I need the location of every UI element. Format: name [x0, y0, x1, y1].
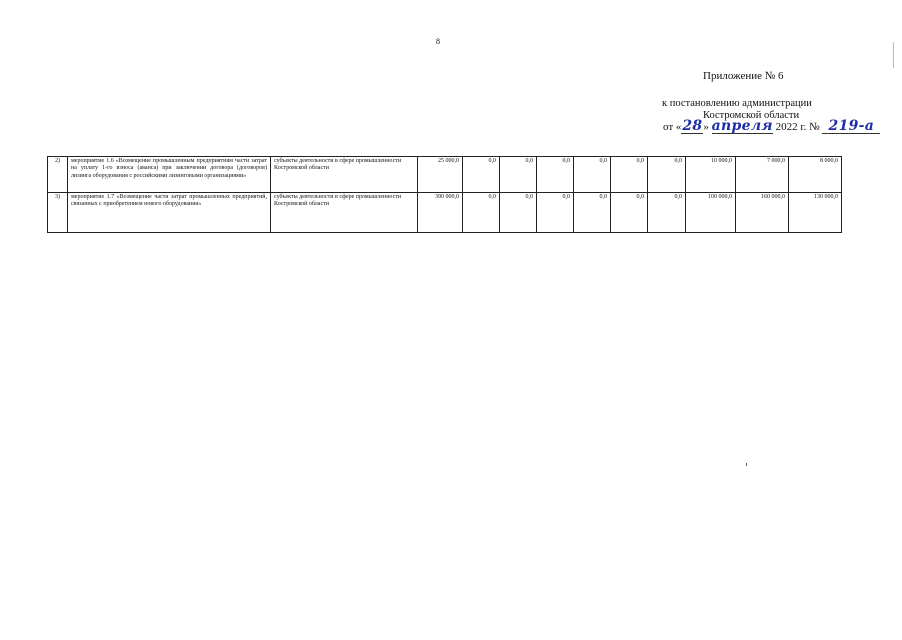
handwritten-day: 28	[682, 118, 703, 134]
year-value: 7 000,0	[736, 157, 789, 193]
year-value: 0,0	[463, 193, 500, 233]
recipient: субъекты деятельности в сфере промышленности Костромской области	[271, 157, 418, 193]
total-value: 390 000,0	[418, 193, 463, 233]
table-row	[48, 193, 842, 233]
year-value: 0,0	[648, 157, 686, 193]
year-value: 0,0	[500, 157, 537, 193]
date-quote-close: »	[703, 121, 709, 133]
year-value: 8 000,0	[789, 157, 842, 193]
measure-name: мероприятие 1.6 «Возмещение промышленным предприятиям части затрат на уплату 1-го взноса (аванса) при заключении договора (договоров) лизинга оборудования с российскими лизинговыми организациями»	[68, 157, 271, 193]
date-month-blank	[712, 120, 773, 134]
year-value: 0,0	[611, 157, 648, 193]
table-row	[48, 157, 842, 193]
recipient: субъекты деятельности в сфере промышленности Костромской области	[271, 193, 418, 233]
year-value: 0,0	[611, 193, 648, 233]
year-value: 0,0	[500, 193, 537, 233]
year-value: 0,0	[574, 193, 611, 233]
handwritten-month: апреля	[711, 118, 773, 134]
year-value: 0,0	[574, 157, 611, 193]
year-value: 0,0	[648, 193, 686, 233]
year-value: 0,0	[537, 157, 574, 193]
resolution-line-2: Костромской области	[703, 110, 800, 121]
resolution-line-1: к постановлению администрации	[662, 98, 812, 109]
measures-table	[47, 156, 842, 233]
handwritten-number: 219-а	[828, 118, 875, 134]
year-value: 10 000,0	[686, 157, 736, 193]
resolution-date-line	[663, 120, 880, 134]
year-value: 160 000,0	[736, 193, 789, 233]
year-value: 100 000,0	[686, 193, 736, 233]
document-number-blank	[822, 120, 880, 134]
row-index: 3)	[48, 193, 68, 233]
row-index: 2)	[48, 157, 68, 193]
scan-speck	[746, 463, 747, 466]
appendix-title: Приложение № 6	[703, 70, 784, 82]
year-value: 0,0	[537, 193, 574, 233]
page-number: 8	[436, 37, 440, 46]
year-value: 0,0	[463, 157, 500, 193]
year-value: 130 000,0	[789, 193, 842, 233]
date-prefix: от «	[663, 121, 682, 133]
total-value: 25 000,0	[418, 157, 463, 193]
scan-edge-mark	[893, 42, 894, 68]
measure-name: мероприятие 1.7 «Возмещение части затрат промышленных предприятий, связанных с приобретением нового оборудования»	[68, 193, 271, 233]
date-day-blank	[681, 120, 703, 134]
date-year-text: 2022 г. №	[775, 121, 820, 133]
